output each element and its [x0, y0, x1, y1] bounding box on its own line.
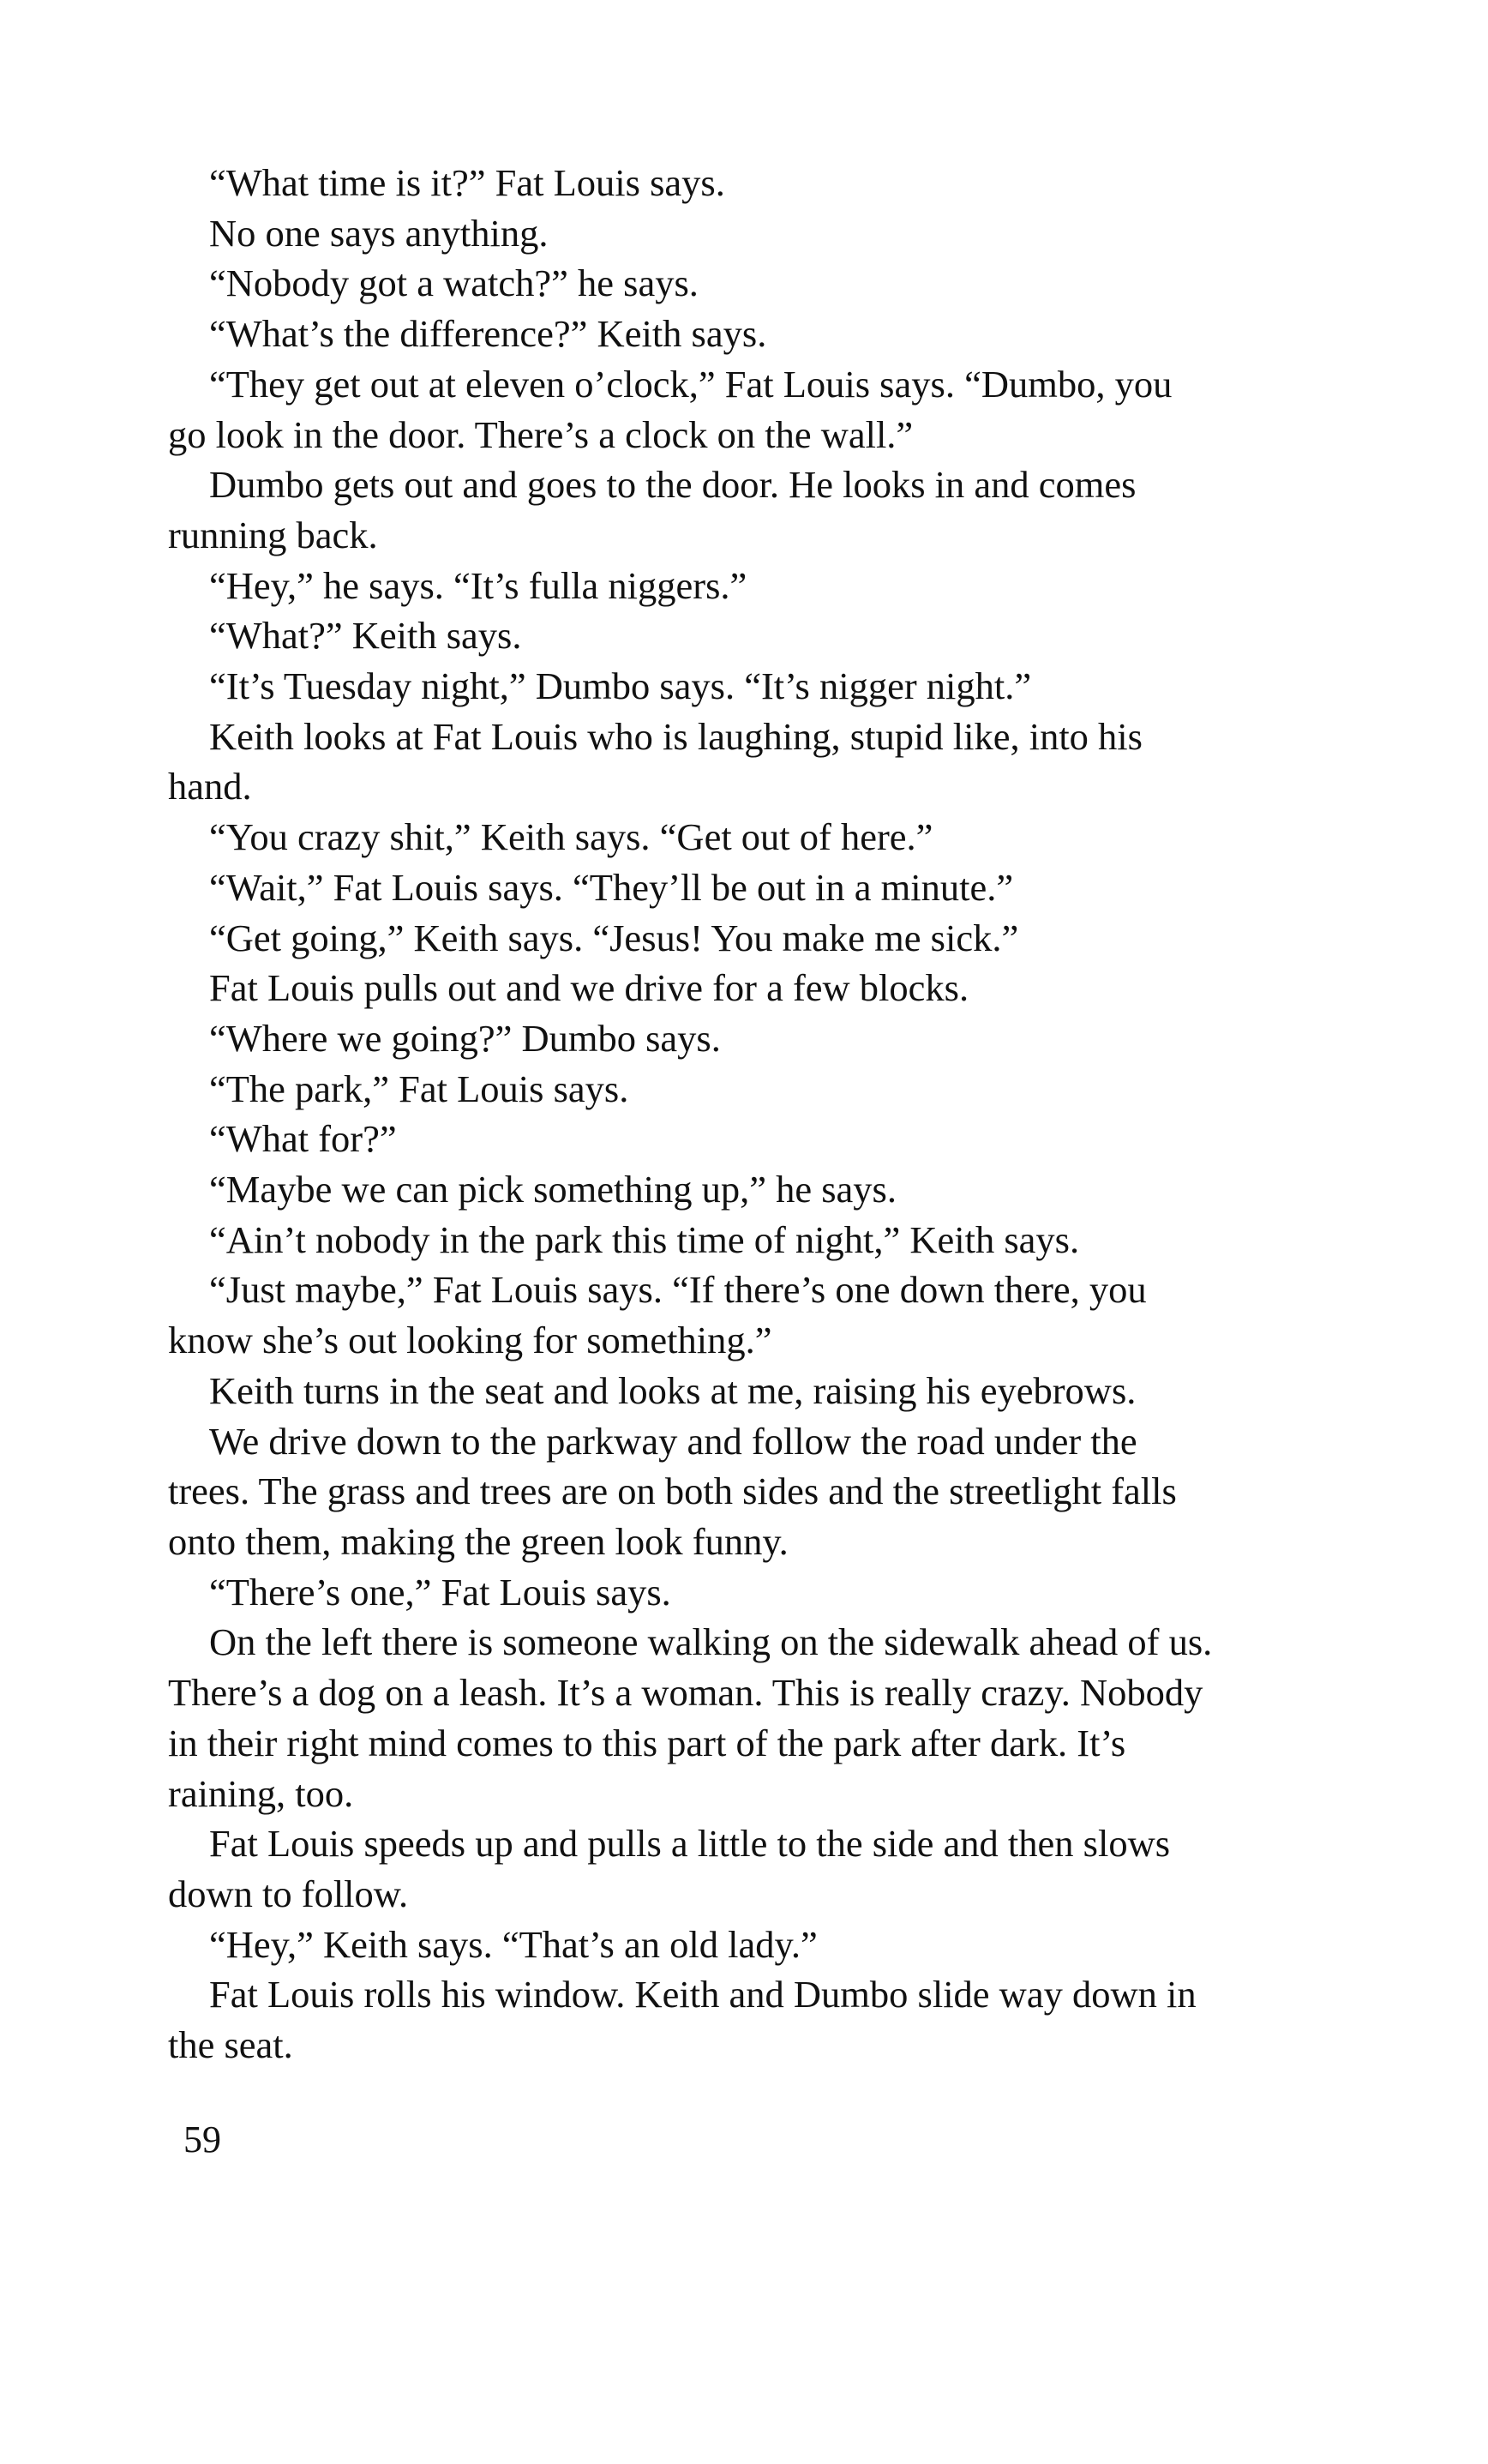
text-line: “It’s Tuesday night,” Dumbo says. “It’s nigger night.”	[209, 664, 1032, 708]
text-line: “They get out at eleven o’clock,” Fat Louis says. “Dumbo, you	[209, 362, 1173, 406]
paragraph	[168, 1114, 1342, 1164]
paragraph	[168, 1366, 1342, 1416]
paragraph	[168, 1416, 1342, 1567]
text-line: “Get going,” Keith says. “Jesus! You make me sick.”	[209, 916, 1019, 959]
paragraph	[168, 610, 1342, 661]
text-line: trees. The grass and trees are on both sides and the streetlight falls	[168, 1469, 1177, 1513]
text-line: in their right mind comes to this part of the park after dark. It’s	[168, 1721, 1126, 1764]
text-line: There’s a dog on a leash. It’s a woman. This is really crazy. Nobody	[168, 1671, 1203, 1715]
text-line: the seat.	[168, 2023, 293, 2067]
text-line: “Nobody got a watch?” he says.	[209, 261, 699, 305]
text-line: Keith looks at Fat Louis who is laughing, stupid like, into his	[209, 714, 1143, 758]
paragraph	[168, 158, 1342, 208]
text-line: “What time is it?” Fat Louis says.	[209, 161, 725, 204]
text-line: “You crazy shit,” Keith says. “Get out of here.”	[209, 815, 933, 859]
text-line: “Just maybe,” Fat Louis says. “If there’s one down there, you	[209, 1268, 1147, 1312]
paragraph	[168, 661, 1342, 712]
text-line: Fat Louis speeds up and pulls a little to the side and then slows	[209, 1822, 1171, 1866]
text-line: “Hey,” Keith says. “That’s an old lady.”	[209, 1922, 818, 1966]
text-line: down to follow.	[168, 1872, 409, 1915]
text-line: We drive down to the parkway and follow the road under the	[209, 1419, 1137, 1463]
text-line: “Maybe we can pick something up,” he says.	[209, 1168, 897, 1211]
text-line: hand.	[168, 765, 252, 808]
text-line: “What’s the difference?” Keith says.	[209, 312, 767, 356]
paragraph	[168, 460, 1342, 560]
paragraph	[168, 1818, 1342, 1919]
paragraph	[168, 913, 1342, 964]
text-line: No one says anything.	[209, 211, 549, 255]
paragraph	[168, 812, 1342, 862]
text-line: “There’s one,” Fat Louis says.	[209, 1570, 671, 1614]
text-line: raining, too.	[168, 1771, 354, 1815]
text-line: go look in the door. There’s a clock on the wall.”	[168, 412, 914, 456]
text-line: onto them, making the green look funny.	[168, 1519, 789, 1563]
text-line: Fat Louis rolls his window. Keith and Dumbo slide way down in	[209, 1973, 1197, 2016]
text-line: Fat Louis pulls out and we drive for a few blocks.	[209, 966, 969, 1010]
text-line: know she’s out looking for something.”	[168, 1319, 772, 1362]
paragraph	[168, 1969, 1342, 2070]
paragraph	[168, 258, 1342, 309]
paragraph	[168, 309, 1342, 359]
text-line: running back.	[168, 513, 378, 556]
page-number: 59	[183, 2118, 221, 2161]
paragraph	[168, 208, 1342, 259]
text-line: “Ain’t nobody in the park this time of night,” Keith says.	[209, 1217, 1080, 1261]
paragraph	[168, 1617, 1342, 1818]
paragraph	[168, 963, 1342, 1013]
text-line: “What?” Keith says.	[209, 614, 522, 658]
paragraph	[168, 1215, 1342, 1265]
text-line: “Wait,” Fat Louis says. “They’ll be out in a minute.”	[209, 865, 1014, 909]
paragraph	[168, 1164, 1342, 1215]
text-line: On the left there is someone walking on the sidewalk ahead of us.	[209, 1620, 1213, 1664]
text-line: “The park,” Fat Louis says.	[209, 1067, 629, 1110]
paragraph	[168, 1265, 1342, 1365]
paragraph	[168, 1064, 1342, 1115]
paragraph	[168, 1567, 1342, 1618]
text-line: Dumbo gets out and goes to the door. He looks in and comes	[209, 463, 1137, 507]
paragraph	[168, 359, 1342, 460]
paragraph	[168, 712, 1342, 812]
paragraph	[168, 862, 1342, 913]
paragraph	[168, 561, 1342, 611]
text-line: Keith turns in the seat and looks at me, raising his eyebrows.	[209, 1368, 1137, 1412]
body-text	[168, 158, 1342, 2070]
text-line: “Hey,” he says. “It’s fulla niggers.”	[209, 563, 747, 607]
paragraph	[168, 1920, 1342, 1970]
text-line: “What for?”	[209, 1117, 397, 1161]
text-line: “Where we going?” Dumbo says.	[209, 1016, 721, 1060]
paragraph	[168, 1013, 1342, 1064]
